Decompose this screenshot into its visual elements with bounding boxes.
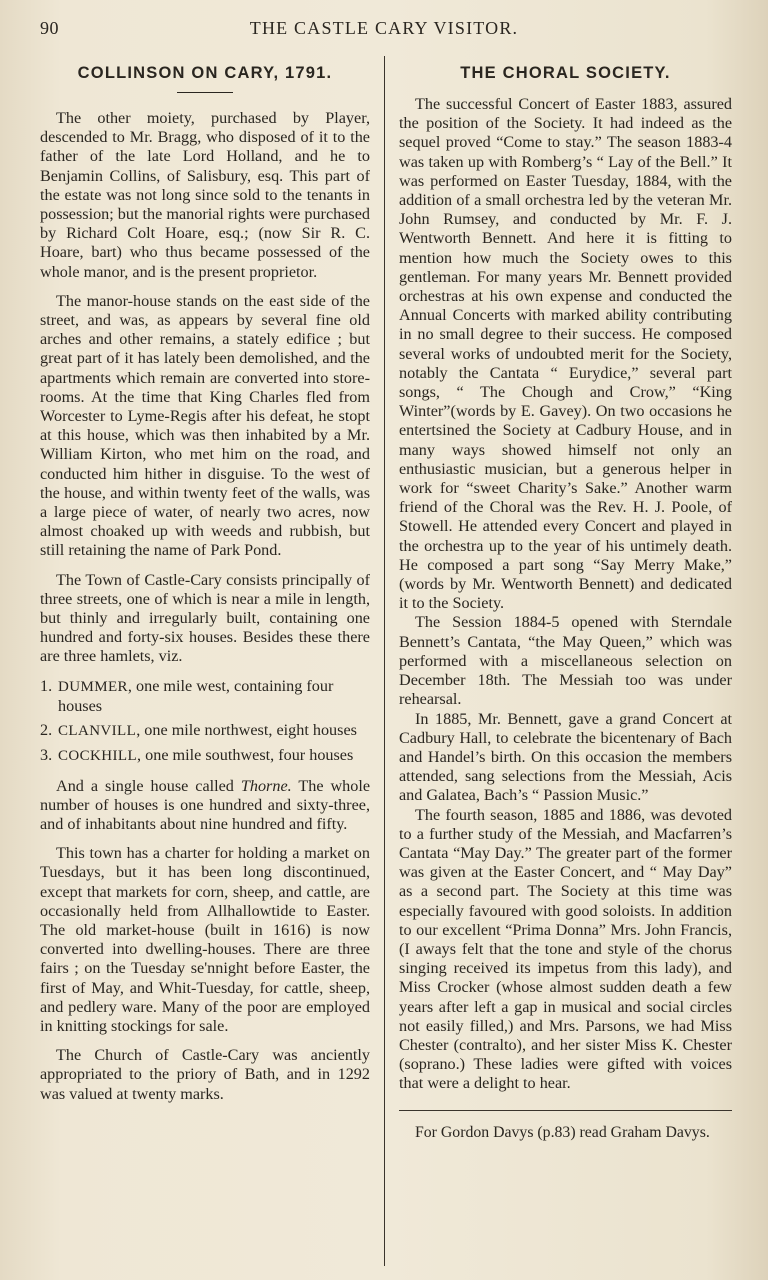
page-number: 90 bbox=[40, 18, 59, 38]
article-heading-collinson: COLLINSON ON CARY, 1791. bbox=[77, 64, 333, 82]
hamlet-number: 3. bbox=[40, 746, 53, 765]
paragraph: The manor-house stands on the east side of the street, and was, as appears by several fine old arches and other remains, a stately edifice ; but great part of it has lately been demolished, and the apartments which remain are converted into store-rooms. At the time that King Charles fled from Worcester to Lyme-Regis after his defeat, he stopt at this house, which was then inhabited by a Mr. William Kirton, who met him on the road, and conducted him hither in disguise. To the west of the house, and within twenty feet of the walls, was a large piece of water, of nearly two acres, now almost choaked up with weeds and rubbish, but still retaining the name of Park Pond. bbox=[40, 291, 370, 560]
paragraph: This town has a charter for holding a market on Tuesdays, but it has been long discontinued, except that markets for corn, sheep, and cattle, are occasionally held from Allhallowtide to Easter. The old market-house (built in 1616) is now converted into dwelling-houses. There are three fairs ; on the Tuesday se'nnight before Easter, the first of May, and Whit-Tuesday, for cattle, sheep, and pedlery ware. Many of the poor are employed in knitting stockings for sale. bbox=[40, 844, 370, 1035]
left-column bbox=[40, 60, 370, 1260]
running-head bbox=[40, 16, 728, 46]
hamlet-desc: , one mile west, containing four houses bbox=[58, 676, 334, 715]
hamlet-desc: , one mile northwest, eight houses bbox=[136, 721, 357, 740]
italic-placename: Thorne. bbox=[240, 776, 292, 795]
paragraph: The fourth season, 1885 and 1886, was devoted to a further study of the Messiah, and Macfarren’s Cantata “May Day.” The greater part of the former was given at the Easter Concert, and “ May Day” as a second part. The Society at this time was especially favoured with good soloists. In addition to our excellent “Prima Donna” Mrs. John Francis, (I aways felt that the tone and style of the chorus singing received its impetus from this lady), and Miss Crocker (whose almost sudden death a few years after left a gap in musical and social circles not easily filled,) and Mrs. Parsons, we had Miss Chester (contralto), and her sister Miss K. Chester (soprano.) These ladies were gifted with voices that were a delight to hear. bbox=[399, 805, 732, 1093]
heading-rule bbox=[177, 92, 233, 93]
paragraph: In 1885, Mr. Bennett, gave a grand Concert at Cadbury Hall, to celebrate the bicentenary of Bach and Handel’s birth. On this occasion the members attended, sang selections from the Messiah, Acis and Galatea, Bach’s “ Passion Music.” bbox=[399, 709, 732, 805]
right-column bbox=[399, 60, 732, 1260]
hamlet-desc: , one mile southwest, four houses bbox=[137, 746, 354, 765]
column-divider bbox=[384, 56, 385, 1266]
hamlet-number: 1. bbox=[40, 676, 53, 695]
hamlet-item bbox=[40, 677, 370, 716]
paragraph: The successful Concert of Easter 1883, assured the position of the Society. It had indeed as the sequel proved “Come to stay.” The season 1883-4 was taken up with Romberg’s “ Lay of the Bell.” It was performed on Easter Tuesday, 1884, with the addition of a small orchestra led by the veteran Mr. John Rumsey, and conducted by Mr. F. J. Wentworth Bennett. And here it is fitting to mention how much the Society owes to this gentleman. For many years Mr. Bennett provided orchestras at his own expense and conducted the Annual Concerts with marked ability contributing in no small degree to their success. He composed several works of undoubted merit for the Society, notably the Cantata “ Eurydice,” several part songs, “ The Chough and Crow,” “King Winter”(words by E. Gavey). On two occasions he entertsined the Society at Cadbury House, and in many ways showed himself not only an enthusiastic musician, but a generous helper in work for “sweet Charity’s Sake.” Another warm friend of the Choral was the Rev. H. J. Poole, of Stowell. He attended every Concert and played in the orchestra up to the year of his untimely death. He composed a part song “Say Merry Make,” (words by Mr. Wentworth Bennett) and dedicated it to the Society. bbox=[399, 95, 732, 613]
hamlet-number: 2. bbox=[40, 721, 53, 740]
hamlet-item bbox=[40, 746, 370, 766]
footnote-rule bbox=[399, 1110, 732, 1111]
hamlet-name: CLANVILL bbox=[58, 723, 137, 740]
hamlet-name: COCKHILL bbox=[58, 748, 138, 765]
hamlet-list bbox=[40, 677, 370, 767]
article-heading-choral: THE CHORAL SOCIETY. bbox=[460, 64, 671, 82]
text-run: The whole number of houses is one hundred and sixty-three, and of inhabitants about nine hundred and fifty. bbox=[40, 776, 370, 833]
paragraph: The Church of Castle-Cary was anciently appropriated to the priory of Bath, and in 1292 was valued at twenty marks. bbox=[40, 1046, 370, 1103]
paragraph-thorne bbox=[40, 777, 370, 835]
journal-title: THE CASTLE CARY VISITOR. bbox=[249, 18, 519, 38]
paragraph: The Session 1884-5 opened with Sterndale Bennett’s Cantata, “the May Queen,” which was performed with a miscellaneous selection on December 18th. The Messiah too was under rehearsal. bbox=[399, 613, 732, 709]
hamlet-item bbox=[40, 721, 370, 741]
hamlet-name: DUMMER bbox=[58, 678, 128, 695]
text-run: And a single house called bbox=[56, 776, 241, 795]
paragraph: The Town of Castle-Cary consists principally of three streets, one of which is near a mile in length, but thinly and irregularly built, containing one hundred and forty-six houses. Besides these there are three hamlets, viz. bbox=[40, 570, 370, 666]
paragraph: The other moiety, purchased by Player, descended to Mr. Bragg, who disposed of it to the father of the late Lord Holland, and he to Benjamin Collins, of Salisbury, esq. This part of the estate was not long since sold to the tenants in possession; but the manorial rights were purchased by Richard Colt Hoare, esq.; (now Sir R. C. Hoare, bart) who thus became possessed of the whole manor, and is the present proprietor. bbox=[40, 109, 370, 281]
erratum-note: For Gordon Davys (p.83) read Graham Davys. bbox=[415, 1123, 710, 1141]
